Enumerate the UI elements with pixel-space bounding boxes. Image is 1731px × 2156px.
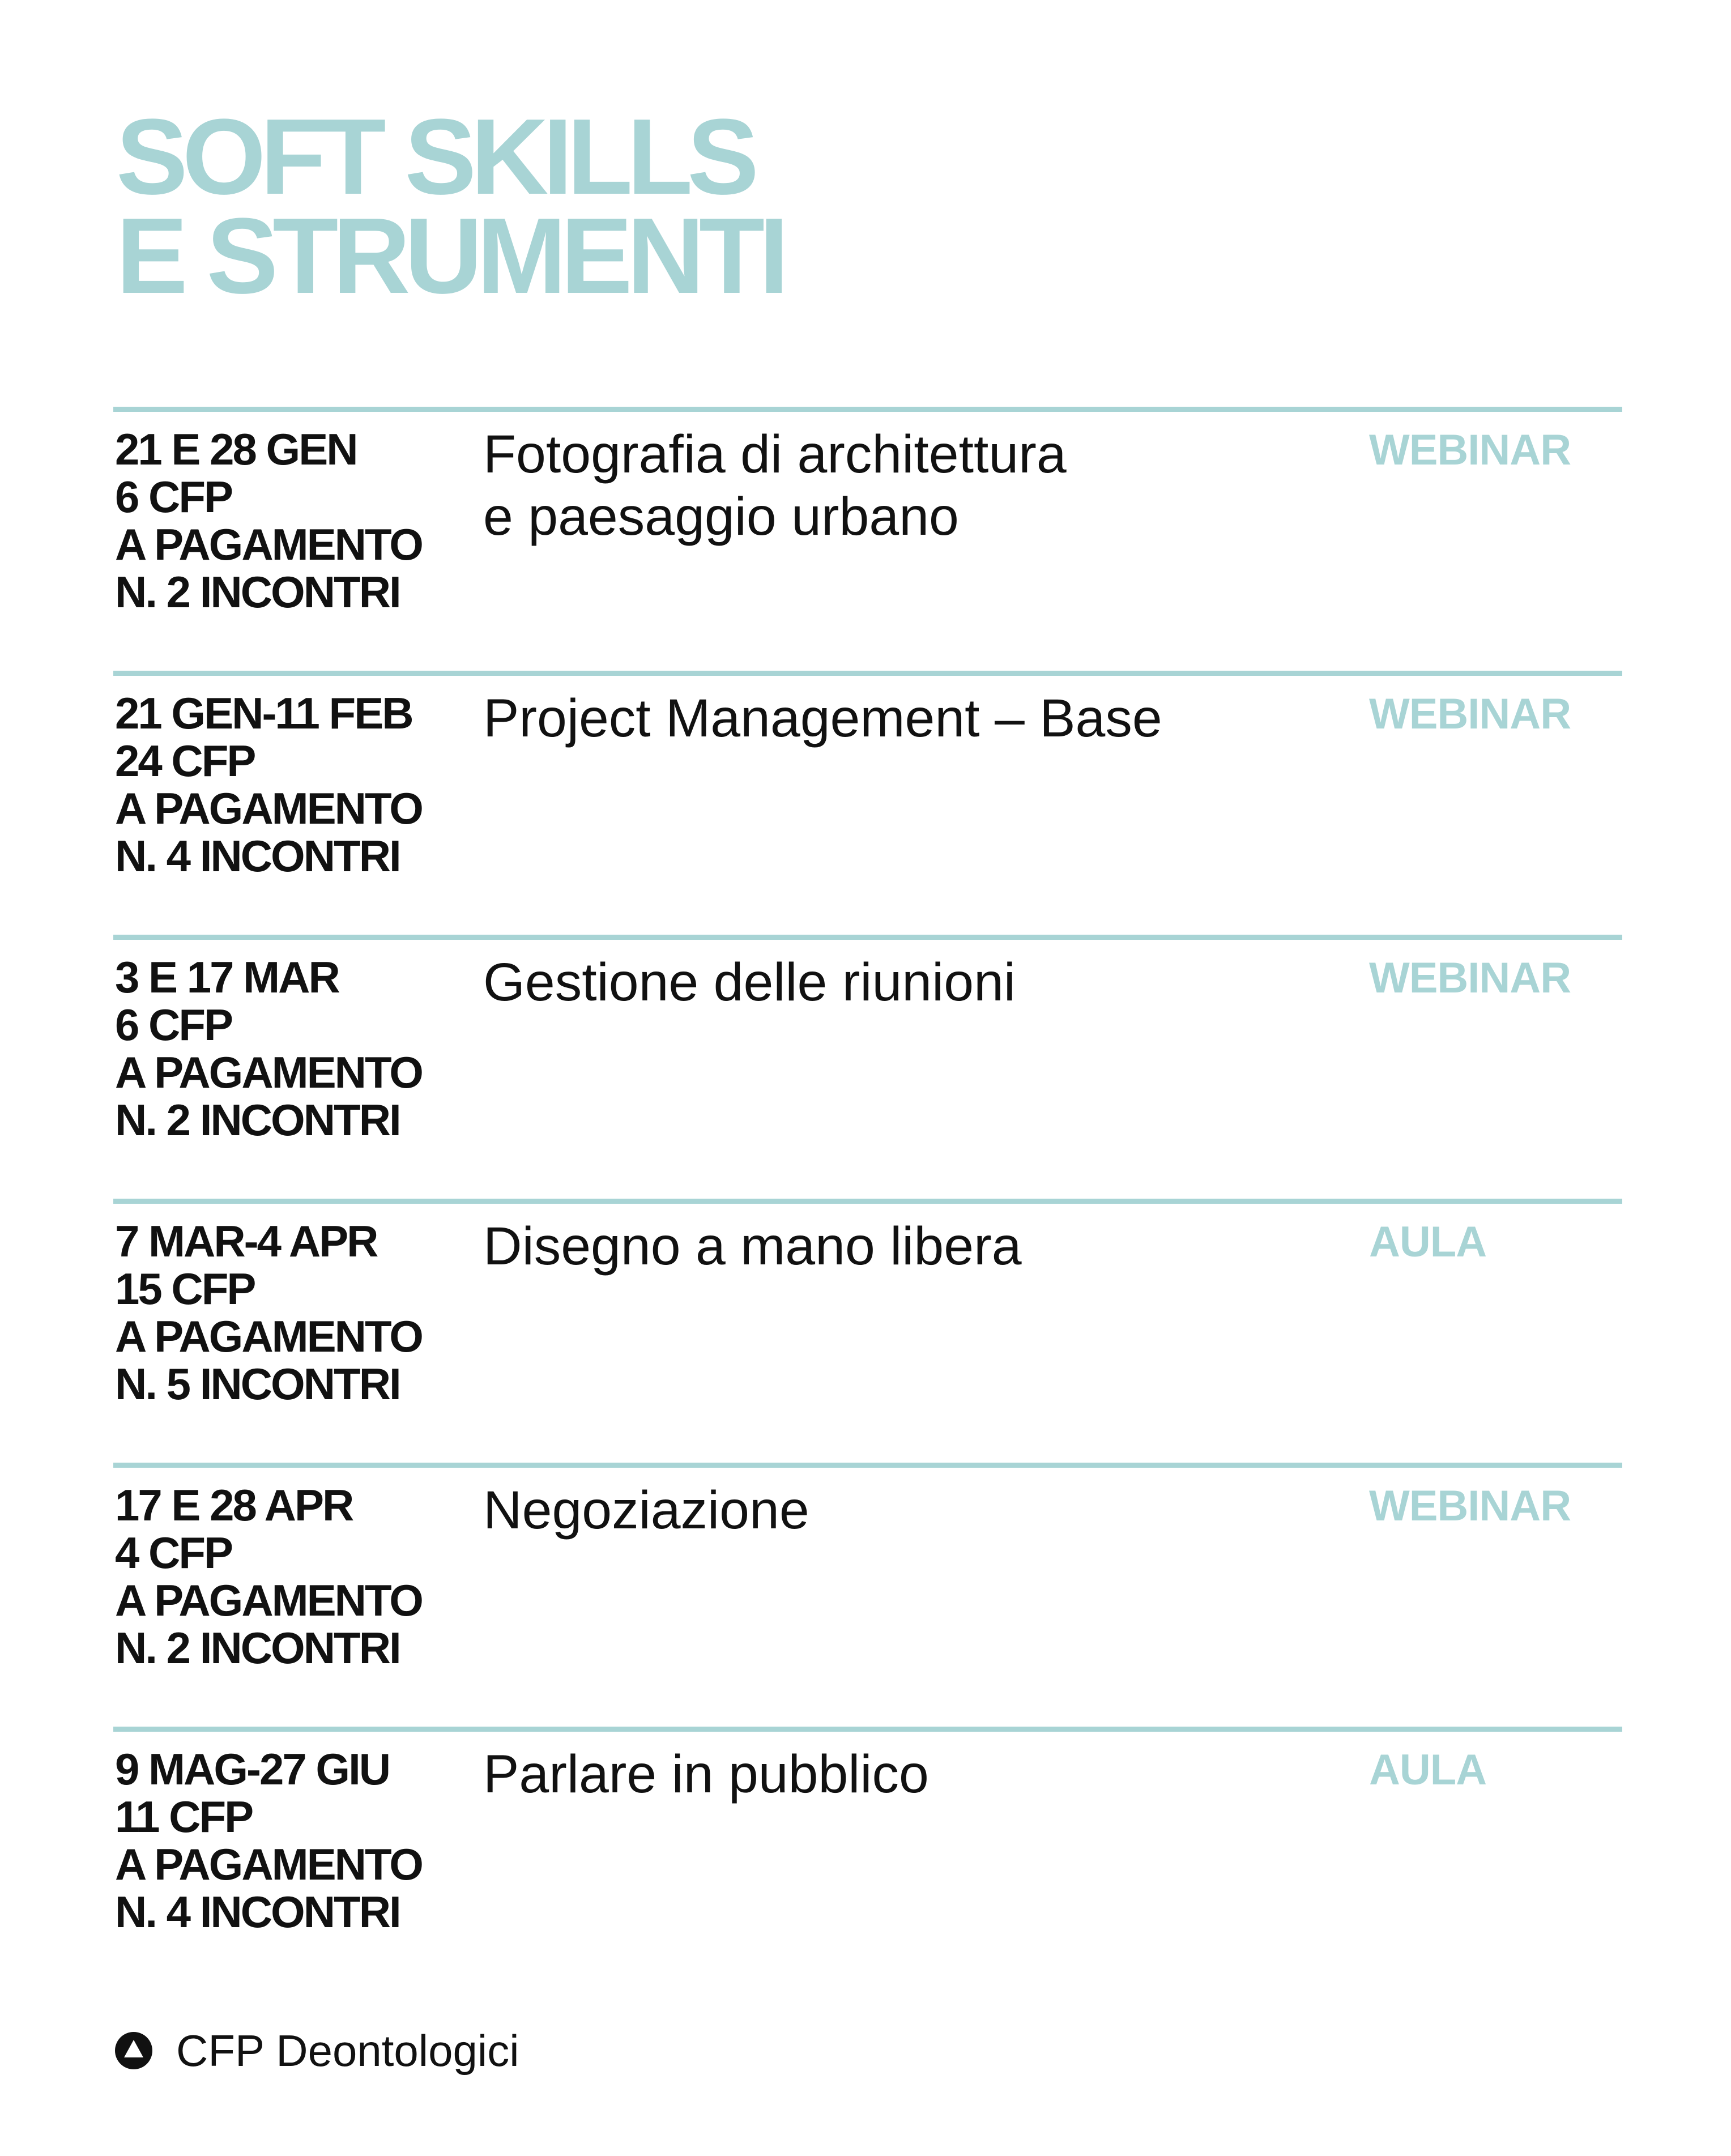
course-mode: WEBINAR [1369, 954, 1571, 1002]
course-title-line-1: Gestione delle riunioni [483, 952, 1016, 1012]
course-row [113, 935, 1622, 1199]
course-sessions: N. 4 INCONTRI [115, 1887, 400, 1937]
course-payment: A PAGAMENTO [115, 1047, 422, 1097]
course-title [483, 1743, 1333, 1805]
page-title-line-1: SOFT SKILLS [116, 97, 753, 217]
course-payment: A PAGAMENTO [115, 1839, 422, 1889]
course-meta [115, 1745, 466, 1936]
footer-legend [115, 2022, 519, 2079]
deontological-triangle-icon [115, 2032, 152, 2069]
course-mode: AULA [1369, 1218, 1487, 1266]
course-cfp: 6 CFP [115, 472, 232, 522]
course-cfp: 24 CFP [115, 736, 255, 786]
course-date: 9 MAG-27 GIU [115, 1744, 390, 1794]
course-date: 21 E 28 GEN [115, 424, 357, 474]
course-meta [115, 1481, 466, 1672]
course-sessions: N. 4 INCONTRI [115, 831, 400, 881]
course-row [113, 407, 1622, 671]
course-sessions: N. 2 INCONTRI [115, 1623, 400, 1673]
course-title-line-2: e paesaggio urbano [483, 487, 959, 547]
course-title-line-1: Parlare in pubblico [483, 1744, 929, 1804]
course-sessions: N. 5 INCONTRI [115, 1359, 400, 1409]
course-row [113, 1199, 1622, 1463]
course-title [483, 687, 1333, 749]
page-title-line-2: E STRUMENTI [116, 196, 783, 316]
course-title-line-1: Fotografia di architettura [483, 424, 1067, 484]
course-cfp: 6 CFP [115, 1000, 232, 1050]
course-title-line-1: Disegno a mano libera [483, 1216, 1022, 1276]
course-title [483, 1479, 1333, 1541]
course-list [113, 407, 1622, 1991]
course-meta [115, 425, 466, 616]
course-cfp: 11 CFP [115, 1792, 253, 1842]
course-row [113, 1727, 1622, 1991]
course-mode: AULA [1369, 1746, 1487, 1794]
course-row [113, 671, 1622, 935]
course-payment: A PAGAMENTO [115, 519, 422, 569]
course-meta [115, 953, 466, 1144]
course-sessions: N. 2 INCONTRI [115, 567, 400, 617]
course-title [483, 423, 1333, 548]
course-mode: WEBINAR [1369, 690, 1571, 738]
course-date: 7 MAR-4 APR [115, 1216, 377, 1266]
course-title-line-1: Negoziazione [483, 1480, 809, 1540]
course-meta [115, 1217, 466, 1408]
course-payment: A PAGAMENTO [115, 783, 422, 833]
course-date: 21 GEN-11 FEB [115, 688, 412, 738]
course-payment: A PAGAMENTO [115, 1575, 422, 1625]
course-sessions: N. 2 INCONTRI [115, 1095, 400, 1145]
footer-label: CFP Deontologici [176, 2026, 519, 2076]
course-mode: WEBINAR [1369, 426, 1571, 474]
course-title-line-1: Project Management – Base [483, 688, 1162, 748]
course-cfp: 4 CFP [115, 1528, 232, 1578]
course-title [483, 951, 1333, 1013]
course-payment: A PAGAMENTO [115, 1311, 422, 1361]
page-title [116, 97, 783, 316]
course-mode: WEBINAR [1369, 1482, 1571, 1530]
course-row [113, 1463, 1622, 1727]
course-date: 3 E 17 MAR [115, 952, 339, 1002]
course-meta [115, 689, 466, 880]
course-date: 17 E 28 APR [115, 1480, 353, 1530]
course-title [483, 1215, 1333, 1277]
course-cfp: 15 CFP [115, 1264, 255, 1314]
